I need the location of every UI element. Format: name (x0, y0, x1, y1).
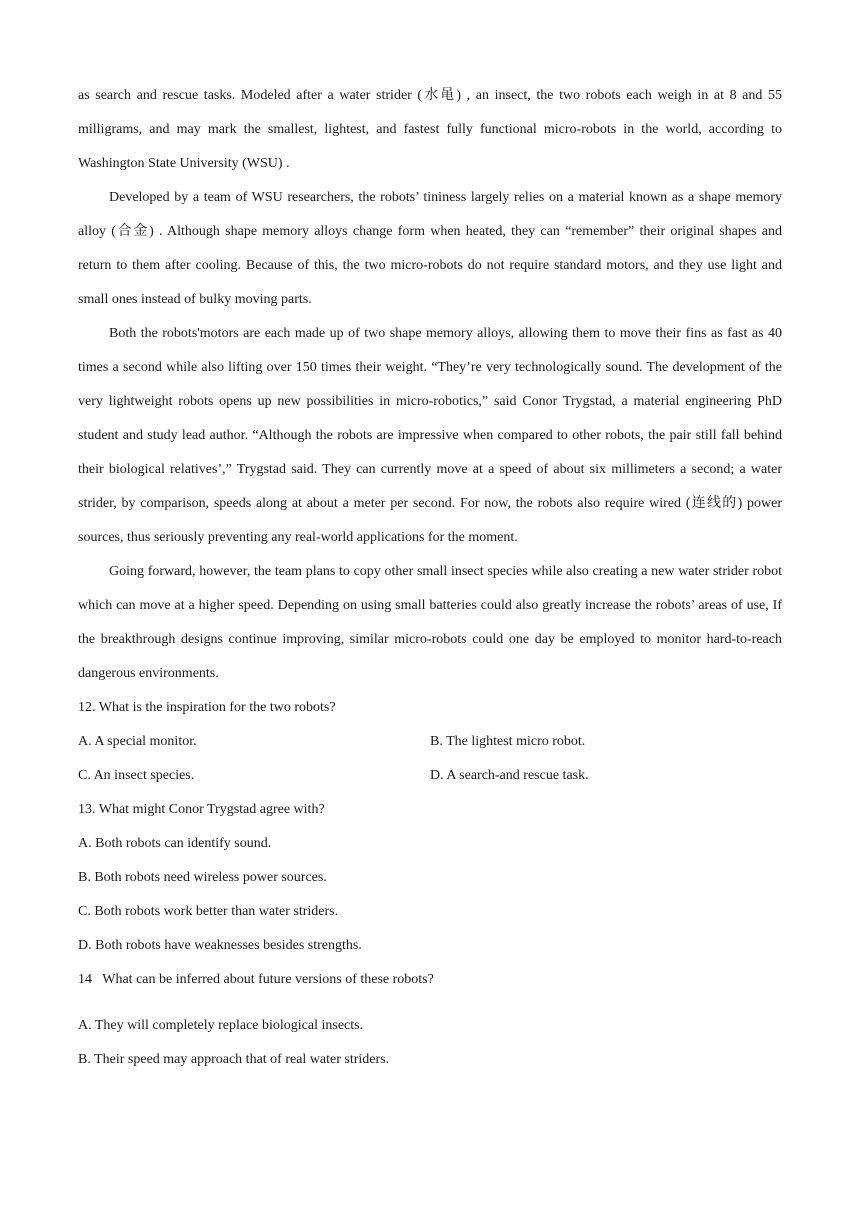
question-13 (78, 793, 782, 963)
question-12-options-row-1 (78, 725, 782, 759)
question-12-stem: 12. What is the inspiration for the two robots? (78, 700, 336, 715)
passage-paragraph-2: Developed by a team of WSU researchers, the robots’ tininess largely relies on a material known as a shape memory alloy (合金) . Although shape memory alloys change form when heated, they can “remember” their original shapes and return to them after cooling. Because of this, the two micro-robots do not require standard motors, and they use light and small ones instead of bulky moving parts. (78, 190, 782, 307)
question-12-option-c: C. An insect species. (78, 768, 195, 783)
question-12-option-d: D. A search-and rescue task. (430, 768, 589, 783)
question-13-option-c: C. Both robots work better than water striders. (78, 904, 339, 919)
passage-paragraph-4: Going forward, however, the team plans to copy other small insect species while also creating a new water strider robot which can move at a higher speed. Depending on using small batteries could also greatly increase the robots’ areas of use, If the breakthrough designs continue improving, similar micro-robots could one day be employed to monitor hard-to-reach dangerous environments. (78, 564, 782, 681)
question-13-option-b: B. Both robots need wireless power sources. (78, 870, 327, 885)
question-14-option-b: B. Their speed may approach that of real water striders. (78, 1052, 390, 1067)
question-12-option-b: B. The lightest micro robot. (430, 734, 586, 749)
document-page (78, 79, 782, 1077)
question-14 (78, 963, 782, 1077)
passage-paragraph-1: as search and rescue tasks. Modeled after a water strider (水黾) , an insect, the two robots each weigh in at 8 and 55 milligrams, and may mark the smallest, lightest, and fastest fully functional micro-robots in the world, according to Washington State University (WSU) . (78, 88, 782, 171)
question-12-options-row-2 (78, 759, 782, 793)
question-13-option-a: A. Both robots can identify sound. (78, 836, 272, 851)
question-13-option-d: D. Both robots have weaknesses besides strengths. (78, 938, 362, 953)
question-12 (78, 691, 782, 793)
question-14-stem: 14 What can be inferred about future versions of these robots? (78, 972, 434, 987)
question-13-stem: 13. What might Conor Trygstad agree with? (78, 802, 325, 817)
question-14-option-a: A. They will completely replace biological insects. (78, 1018, 364, 1033)
question-12-option-a: A. A special monitor. (78, 734, 197, 749)
passage-paragraph-3: Both the robots'motors are each made up of two shape memory alloys, allowing them to move their fins as fast as 40 times a second while also lifting over 150 times their weight. “They’re very technologically sound. The development of the very lightweight robots opens up new possibilities in micro-robotics,” said Conor Trygstad, a material engineering PhD student and study lead author. “Although the robots are impressive when compared to other robots, the pair still fall behind their biological relatives’,” Trygstad said. They can currently move at a speed of about six millimeters a second; a water strider, by comparison, speeds along at about a meter per second. For now, the robots also require wired (连线的) power sources, thus seriously preventing any real-world applications for the moment. (78, 326, 782, 545)
